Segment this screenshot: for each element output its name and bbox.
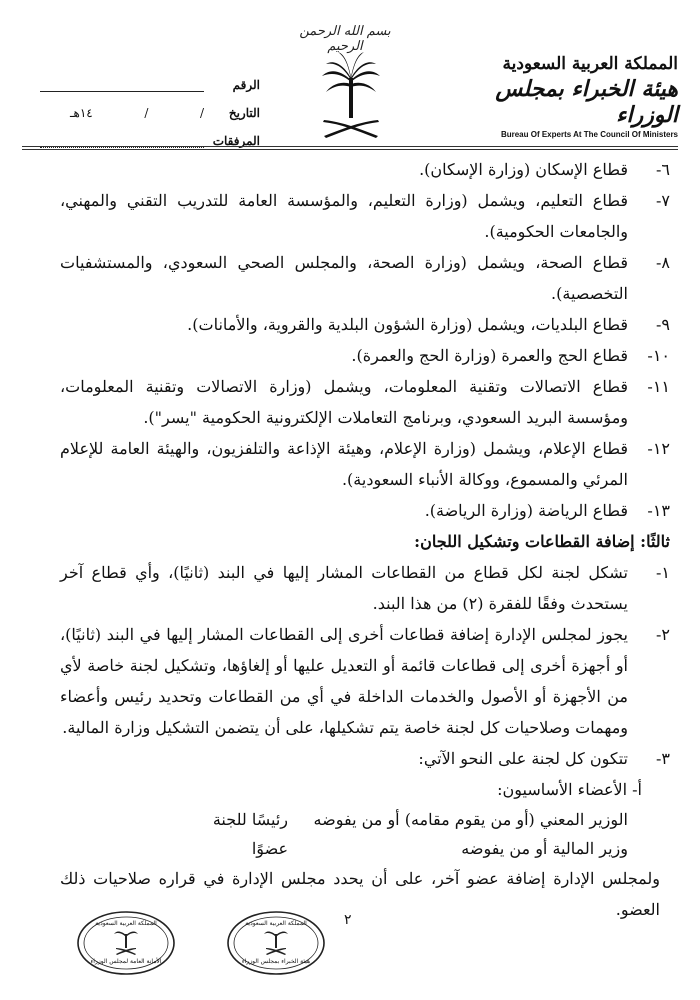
- item-text: قطاع البلديات، ويشمل (وزارة الشؤون البلدية والقروية، والأمانات).: [187, 315, 628, 334]
- item-number: ٧-: [656, 191, 670, 210]
- stamp-bottom-text: الأمانة العامة لمجلس الوزراء: [90, 958, 162, 965]
- item-number: ٨-: [656, 253, 670, 272]
- list-item: [60, 309, 670, 340]
- section-heading: ثالثًا: إضافة القطاعات وتشكيل اللجان:: [414, 532, 670, 551]
- header-rule-thin: [22, 149, 678, 150]
- member-row: [60, 805, 628, 834]
- kingdom-name: المملكة العربية السعودية: [502, 54, 678, 74]
- reference-number-label: الرقم: [232, 78, 260, 92]
- item-number: ١١-: [647, 377, 670, 396]
- item-text: قطاع الإعلام، ويشمل (وزارة الإعلام، وهيئة الإذاعة والتلفزيون، والهيئة العامة للإعلام المرئي والمسموع، ووكالة الأنباء السعودية).: [60, 439, 628, 489]
- date-row: [40, 92, 260, 120]
- item-number: ١-: [656, 563, 670, 582]
- date-value: [40, 106, 204, 120]
- members-list: [60, 805, 670, 863]
- list-item: [60, 340, 670, 371]
- stamp-top-text: المملكة العربية السعودية: [95, 920, 157, 927]
- item-number: ٣-: [656, 749, 670, 768]
- member-role: عضوًا: [251, 839, 288, 858]
- stamp-bottom-text: هيئة الخبراء بمجلس الوزراء: [241, 958, 311, 965]
- item-text: قطاع الإسكان (وزارة الإسكان).: [419, 160, 628, 179]
- date-sep-2: /: [144, 106, 149, 120]
- page-number: ٢: [344, 912, 352, 928]
- official-stamp-bureau: [226, 910, 326, 976]
- member-role: رئيسًا للجنة: [212, 810, 288, 829]
- basmala: بسم الله الرحمن الرحيم: [299, 24, 391, 54]
- item-number: ١٢-: [647, 439, 670, 458]
- official-stamp-secretariat: [76, 910, 176, 976]
- list-item: [60, 247, 670, 309]
- list-item: [60, 154, 670, 185]
- list-item: [60, 743, 670, 774]
- organization-block: [458, 54, 678, 139]
- sub-heading-core-members: أ- الأعضاء الأساسيون:: [497, 780, 642, 799]
- item-text: يجوز لمجلس الإدارة إضافة قطاعات أخرى إلى القطاعات المشار إليها في البند (ثانيًا)، أو أجهزة أخرى إلى قطاعات قائمة أو التعديل عليها أو إلغاؤها، وتشكيل لجنة خاصة لأي من الأجهزة أو الأصول والخدمات الداخلة في أي من القطاعات وتحديد رئيس وأعضاء ومهمات وصلاحيات كل لجنة خاصة يتم تشكيلها، على أن يتضمن التشكيل وزارة المالية.: [60, 625, 628, 737]
- date-label: التاريخ: [228, 106, 260, 120]
- item-text: تتكون كل لجنة على النحو الآتي:: [418, 749, 628, 768]
- palm-swords-emblem-icon: [318, 50, 384, 140]
- item-text: قطاع التعليم، ويشمل (وزارة التعليم، والمؤسسة العامة للتدريب التقني والمهني، والجامعات الحكومية).: [60, 191, 628, 241]
- item-number: ٢-: [656, 625, 670, 644]
- bureau-name-english: Bureau Of Experts At The Council Of Ministers: [500, 130, 678, 139]
- stamp-top-text: المملكة العربية السعودية: [245, 920, 307, 927]
- item-number: ٩-: [656, 315, 670, 334]
- list-item: [60, 495, 670, 526]
- item-text: تشكل لجنة لكل قطاع من القطاعات المشار إليها في البند (ثانيًا)، وأي قطاع آخر يستحدث وفقًا للفقرة (٢) من هذا البند.: [60, 563, 628, 613]
- date-suffix: ١٤هـ: [70, 106, 93, 120]
- item-number: ٦-: [656, 160, 670, 179]
- member-name: وزير المالية أو من يفوضه: [461, 839, 628, 858]
- member-row: [60, 834, 628, 863]
- item-text: قطاع الاتصالات وتقنية المعلومات، ويشمل (وزارة الاتصالات وتقنية المعلومات، ومؤسسة البريد السعودي، وبرنامج التعاملات الإلكترونية الحكومية "يسر").: [60, 377, 628, 427]
- list-item: [60, 619, 670, 743]
- bureau-name-arabic: هيئة الخبراء بمجلس الوزراء: [495, 76, 678, 128]
- member-name: الوزير المعني (أو من يقوم مقامه) أو من يفوضه: [313, 810, 628, 829]
- attachments-row: [40, 120, 260, 148]
- list-item: [60, 185, 670, 247]
- item-number: ١٠-: [647, 346, 670, 365]
- attachments-label: المرفقات: [212, 134, 260, 148]
- reference-number-row: [40, 64, 260, 92]
- date-sep-1: /: [199, 106, 204, 120]
- header-rule: [22, 146, 678, 147]
- item-text: قطاع الرياضة (وزارة الرياضة).: [424, 501, 628, 520]
- document-meta: [40, 64, 260, 148]
- list-item: [60, 433, 670, 495]
- closing-paragraph: ولمجلس الإدارة إضافة عضو آخر، على أن يحدد مجلس الإدارة في قراره صلاحيات ذلك العضو.: [60, 869, 660, 919]
- list-item: [60, 557, 670, 619]
- reference-number-line: [40, 77, 204, 92]
- item-text: قطاع الصحة، ويشمل (وزارة الصحة، والمجلس الصحي السعودي، والمستشفيات التخصصية).: [60, 253, 628, 303]
- item-text: قطاع الحج والعمرة (وزارة الحج والعمرة).: [351, 346, 628, 365]
- item-number: ١٣-: [647, 501, 670, 520]
- document-body: [60, 154, 670, 925]
- list-item: [60, 371, 670, 433]
